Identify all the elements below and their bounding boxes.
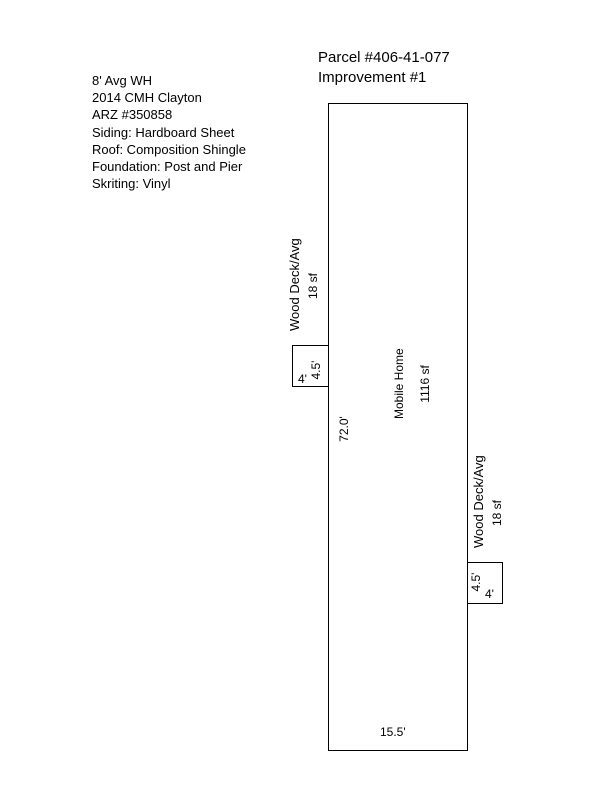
note-arz: ARZ #350858 bbox=[92, 107, 173, 123]
note-foundation: Foundation: Post and Pier bbox=[92, 159, 243, 175]
note-roof: Roof: Composition Shingle bbox=[92, 141, 246, 157]
mobile-home-width: 15.5' bbox=[380, 725, 406, 739]
mobile-home-area: 1116 sf bbox=[418, 365, 432, 403]
left-deck-length: 4.5' bbox=[309, 360, 323, 380]
right-deck-length: 4.5' bbox=[469, 572, 483, 592]
right-deck-area: 18 sf bbox=[490, 500, 504, 527]
improvement-label: Improvement #1 bbox=[318, 69, 427, 86]
mobile-home-label: Mobile Home bbox=[392, 348, 406, 419]
left-deck-width: 4' bbox=[298, 372, 307, 386]
mobile-home-length: 72.0' bbox=[337, 416, 351, 442]
property-notes bbox=[92, 72, 246, 192]
note-skirting: Skriting: Vinyl bbox=[92, 176, 171, 192]
note-make: 2014 CMH Clayton bbox=[92, 90, 202, 106]
note-wall-height: 8' Avg WH bbox=[92, 73, 153, 88]
right-deck-width: 4' bbox=[485, 587, 494, 601]
note-siding: Siding: Hardboard Sheet bbox=[92, 124, 235, 140]
right-deck-label: Wood Deck/Avg bbox=[471, 455, 486, 548]
left-deck-label: Wood Deck/Avg bbox=[287, 238, 302, 331]
left-deck-area: 18 sf bbox=[306, 273, 320, 300]
parcel-number: Parcel #406-41-077 bbox=[318, 49, 450, 66]
